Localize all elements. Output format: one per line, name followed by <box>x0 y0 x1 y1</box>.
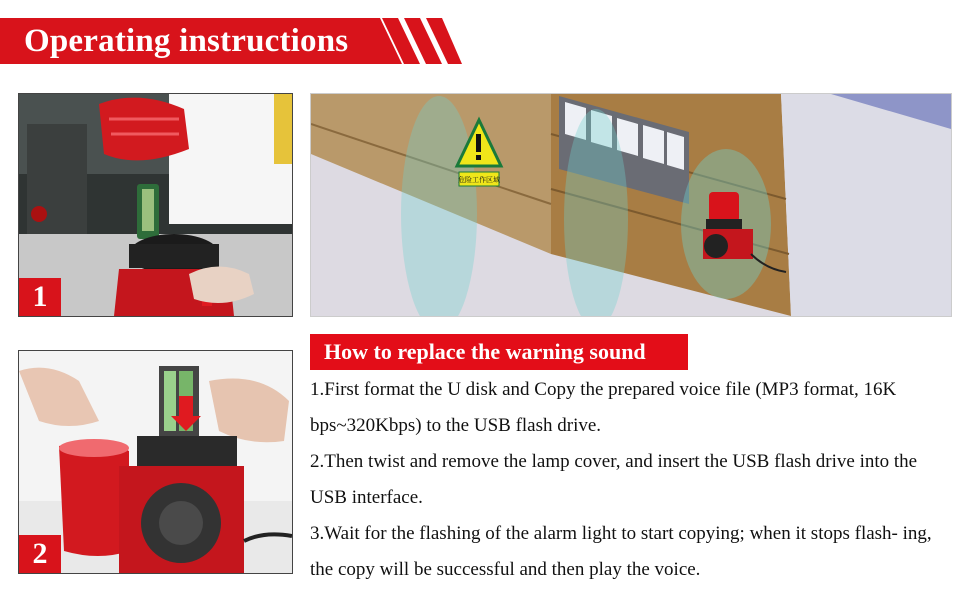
section-heading <box>310 334 688 370</box>
instruction-step-3: 3.Wait for the flashing of the alarm light to start copying; when it stops flash- ing, the copy will be successful and then play the voice. <box>310 523 932 580</box>
instruction-step-1: 1.First format the U disk and Copy the prepared voice file (MP3 format, 16K bps~320Kbps) to the USB flash drive. <box>310 379 897 436</box>
section-heading-text: How to replace the warning sound <box>324 339 646 364</box>
step-1-photo <box>18 93 293 317</box>
warning-sign-label: 危险工作区域 <box>458 176 500 184</box>
step-1-badge: 1 <box>19 278 61 316</box>
instruction-step-2: 2.Then twist and remove the lamp cover, and insert the USB flash drive into the USB interface. <box>310 451 918 508</box>
header-banner <box>0 18 462 64</box>
scene-illustration <box>311 94 951 316</box>
step-2-photo <box>18 350 293 574</box>
instructions-text <box>310 372 955 588</box>
installation-scene <box>310 93 952 317</box>
page-title: Operating instructions <box>24 23 349 59</box>
step-2-badge: 2 <box>19 535 61 573</box>
